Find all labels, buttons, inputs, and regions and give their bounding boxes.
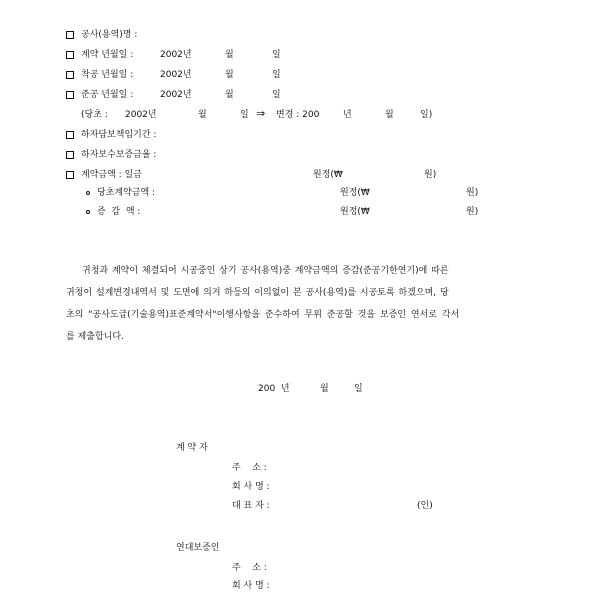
checkbox-start-date[interactable] — [66, 71, 74, 79]
change-amount-won-close: 원) — [466, 207, 479, 217]
date-month: 월 — [320, 384, 329, 394]
checkbox-project-name[interactable] — [66, 31, 74, 39]
checkbox-defect-rate[interactable] — [66, 151, 74, 159]
completion-date-month: 월 — [225, 90, 234, 100]
original-amount-won-open: 원정(₩ — [340, 188, 370, 198]
change-original-year: 2002년 — [125, 110, 157, 120]
start-date-day: 일 — [272, 70, 281, 80]
change-amount-won-open: 원정(₩ — [340, 207, 370, 217]
contractor-address-label: 주 소 : — [232, 463, 267, 473]
guarantor-title: 연대보증인 — [176, 543, 220, 553]
completion-date-day: 일 — [272, 90, 281, 100]
body-line-1: 귀청과 계약이 체결되어 시공중인 상기 공사(용역)중 계약금액의 증감(준공기한연기)에 따른 — [82, 266, 449, 276]
contract-date-month: 월 — [225, 50, 234, 60]
change-new-day: 일) — [420, 110, 433, 120]
body-paragraph — [66, 260, 558, 348]
defect-period-label: 하자담보책임기간 : — [81, 130, 157, 140]
contract-date-year: 2002년 — [160, 50, 192, 60]
contractor-representative-label: 대 표 자 : — [232, 501, 270, 511]
change-original-day: 일 — [240, 110, 249, 120]
start-date-label: 착공 년월일 : — [81, 70, 134, 80]
start-date-month: 월 — [225, 70, 234, 80]
date-day: 일 — [354, 384, 363, 394]
arrow-icon: ⇒ — [256, 107, 266, 120]
checkbox-defect-period[interactable] — [66, 131, 74, 139]
original-amount-won-close: 원) — [466, 188, 479, 198]
defect-rate-label: 하자보수보증금율 : — [81, 150, 157, 160]
change-amount-label: 증 감 액 : — [97, 207, 141, 217]
completion-date-year: 2002년 — [160, 90, 192, 100]
date-year: 200 년 — [258, 384, 290, 394]
contractor-title: 계 약 자 — [176, 443, 208, 453]
guarantor-address-label: 주 소 : — [232, 563, 267, 573]
bullet-icon — [86, 191, 90, 195]
contract-date-day: 일 — [272, 50, 281, 60]
body-line-3: 초의 "공사도급(기술용역)표준계약서"이행사항을 준수하여 무위 준공할 것을 보증인 연서로 각서 — [66, 310, 460, 320]
body-line-2: 귀청이 설계변경내역서 및 도면에 의거 하등의 이의없이 본 공사(용역)를 시공토록 하겠으며, 당 — [66, 288, 449, 298]
change-new-label: 변경 : 200 — [276, 110, 320, 120]
original-amount-label: 당초계약금액 : — [97, 188, 156, 198]
checkbox-contract-amount[interactable] — [66, 171, 74, 179]
change-original-month: 월 — [198, 110, 207, 120]
body-line-4: 를 제출합니다. — [66, 332, 124, 342]
contract-amount-won-close: 원) — [424, 170, 437, 180]
contract-amount-label: 계약금액 : 일금 — [81, 170, 142, 180]
completion-date-label: 준공 년월일 : — [81, 90, 134, 100]
checkbox-completion-date[interactable] — [66, 91, 74, 99]
guarantor-company-label: 회 사 명 : — [232, 581, 270, 591]
change-new-month: 월 — [385, 110, 394, 120]
change-new-year: 년 — [343, 110, 352, 120]
checkbox-contract-date[interactable] — [66, 51, 74, 59]
start-date-year: 2002년 — [160, 70, 192, 80]
contractor-company-label: 회 사 명 : — [232, 482, 270, 492]
seal-mark: (인) — [417, 501, 433, 511]
contract-date-label: 계약 년월일 : — [81, 50, 134, 60]
project-name-label: 공사(용역)명 : — [81, 30, 138, 40]
contract-amount-won-open: 원정(₩ — [313, 170, 343, 180]
bullet-icon — [86, 210, 90, 214]
change-original-open: (당초 : — [81, 110, 108, 120]
